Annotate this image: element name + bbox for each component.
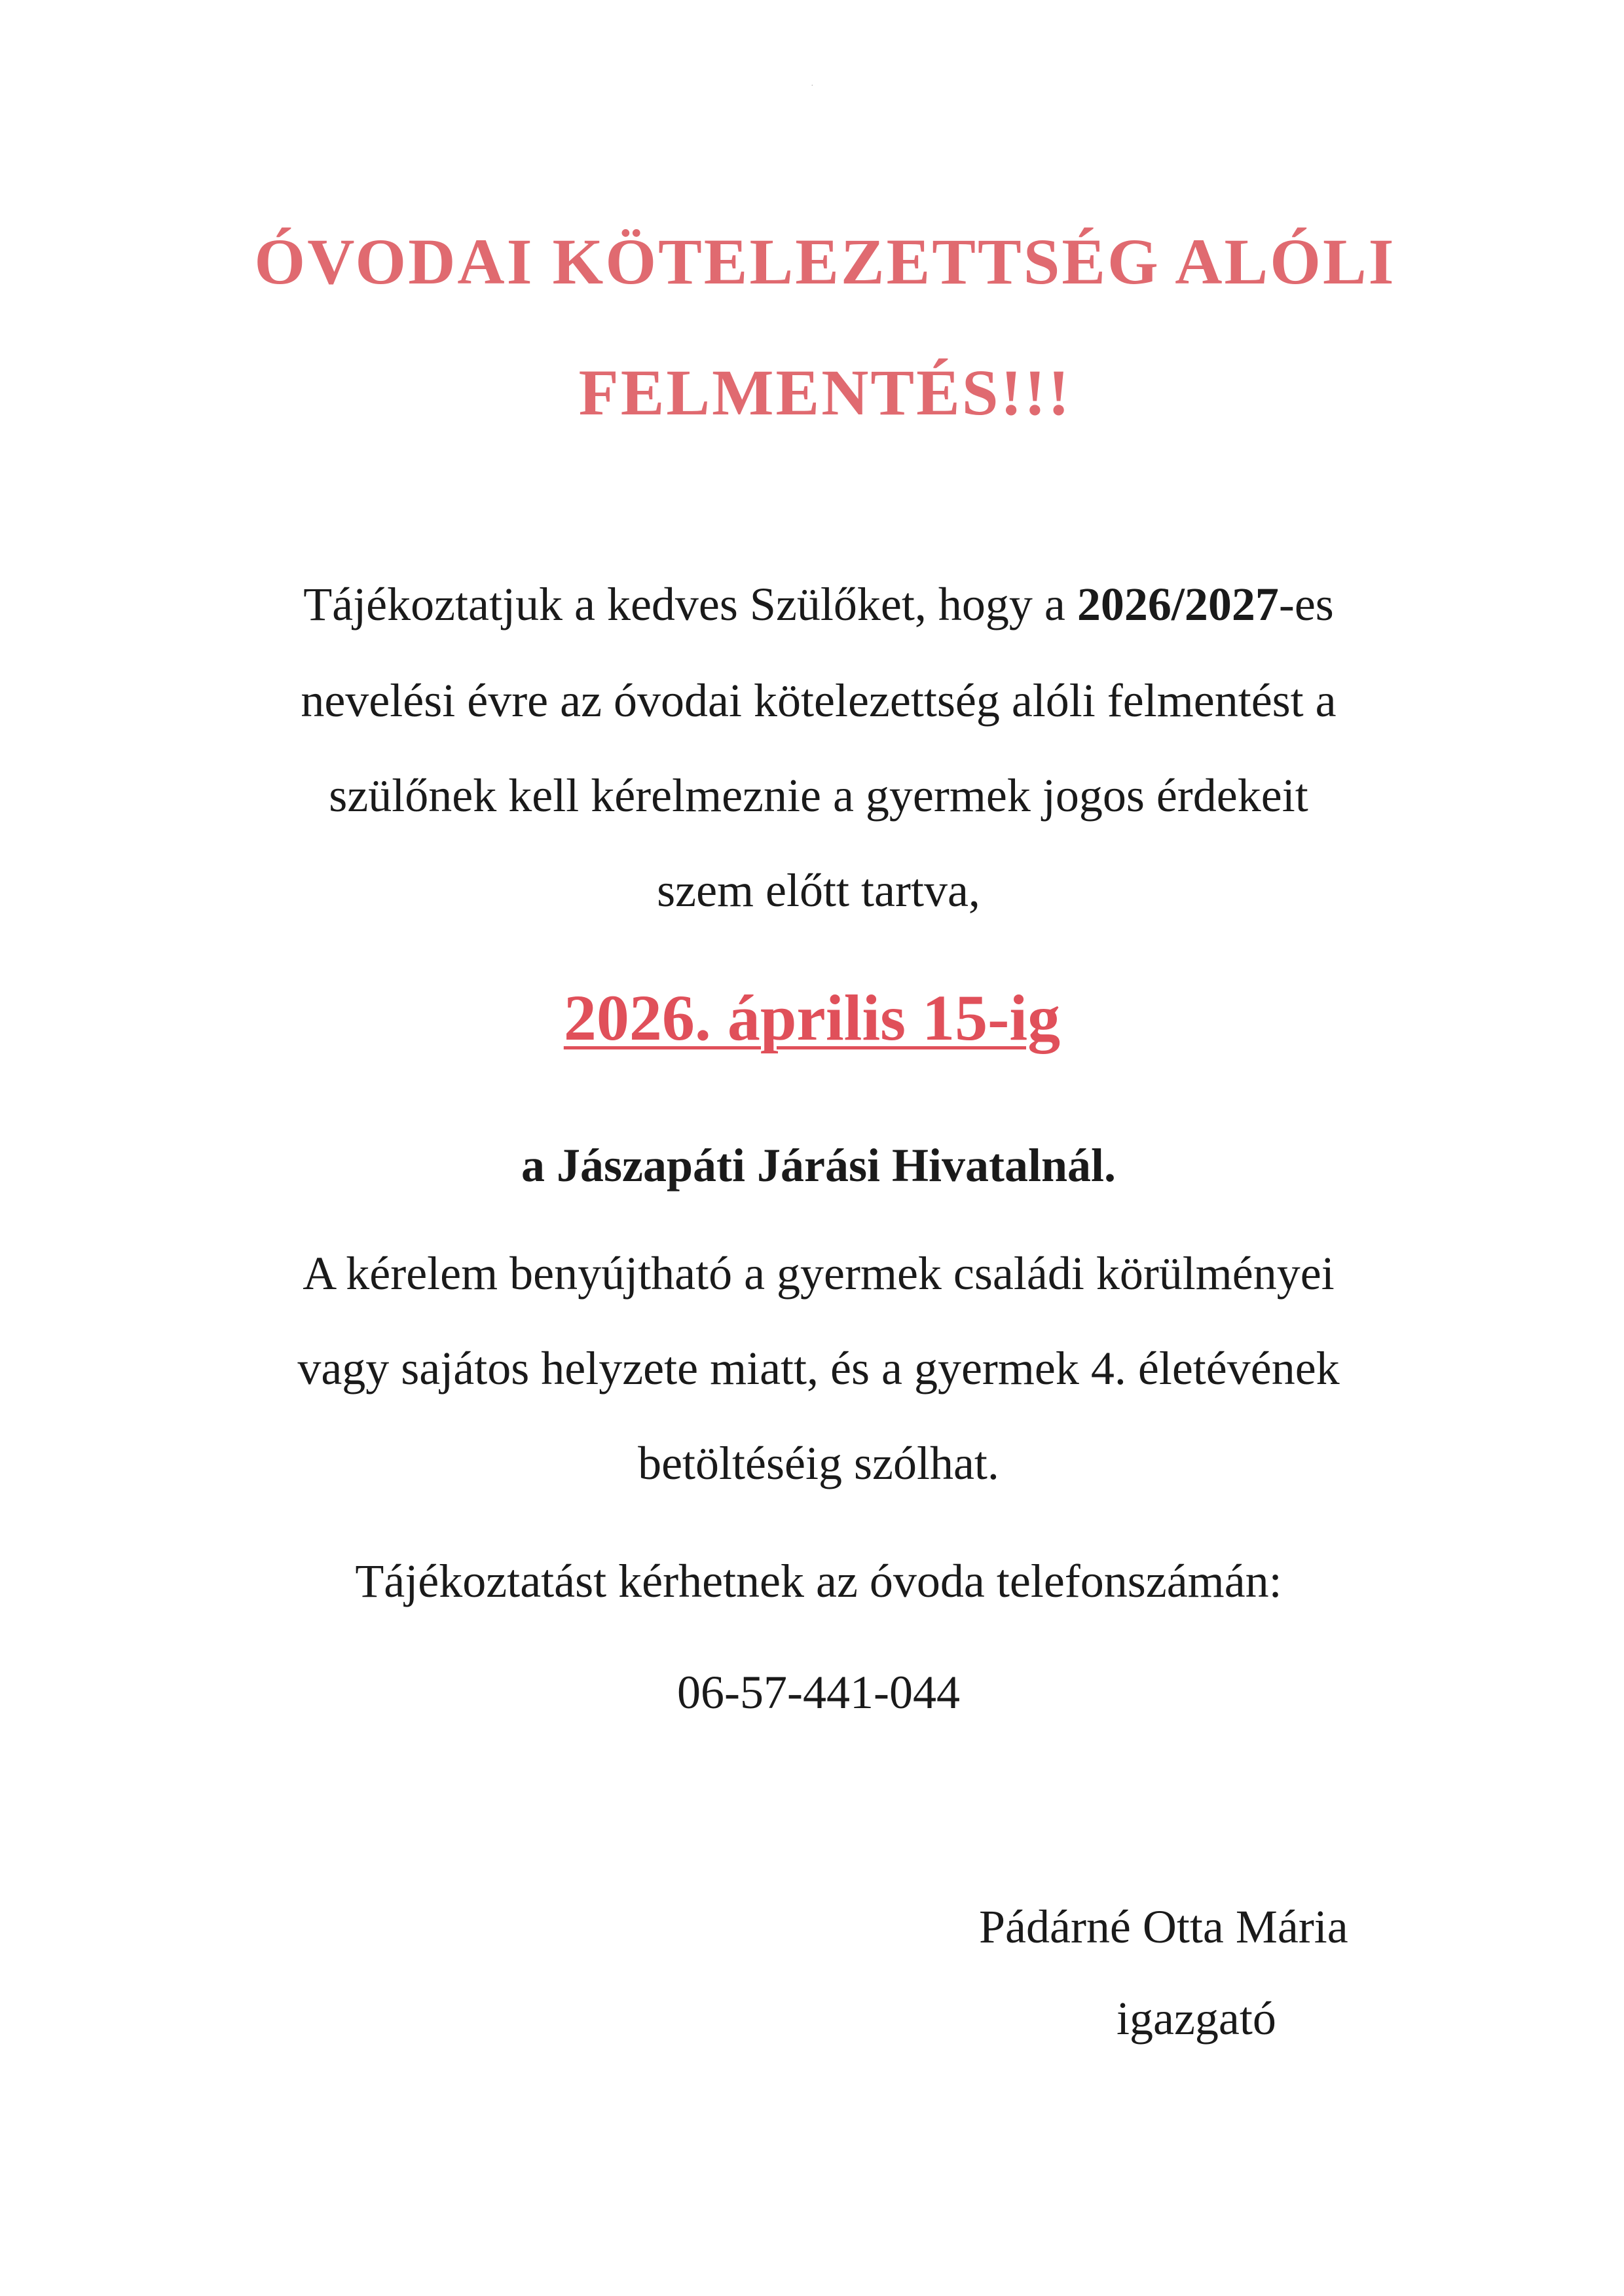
deadline-block (0, 979, 1624, 1076)
office-name: a Jászapáti Járási Hivatalnál. (521, 1139, 1116, 1192)
signature-title: igazgató (1116, 1992, 1276, 2045)
paragraph2-line3: betöltéséig szólhat. (638, 1437, 999, 1489)
phone-number: 06-57-441-044 (677, 1666, 960, 1719)
heading-line-2: FELMENTÉS!!! (578, 356, 1072, 429)
paragraph2-line2: vagy sajátos helyzete miatt, és a gyermek 4. életévének (297, 1342, 1340, 1394)
paragraph1-line1-pre: Tájékoztatjuk a kedves Szülőket, hogy a (303, 578, 1077, 630)
signature-name: Pádárné Otta Mária (979, 1901, 1348, 1953)
paragraph1-line2: nevelési évre az óvodai kötelezettség alóli felmentést a (301, 674, 1337, 727)
paragraph1-line3: szülőnek kell kérelmeznie a gyermek jogos érdekeit (329, 769, 1308, 822)
info-text: Tájékoztatást kérhetnek az óvoda telefonszámán: (355, 1555, 1282, 1607)
paragraph1-line1-post: -es (1278, 578, 1334, 630)
heading-line-1: ÓVODAI KÖTELEZETTSÉG ALÓLI (254, 225, 1396, 298)
paragraph1-line4: szem előtt tartva, (657, 864, 980, 917)
scan-artifact: · (811, 81, 814, 91)
paragraph2-line1: A kérelem benyújtható a gyermek családi körülményei (303, 1247, 1335, 1300)
deadline-date: 2026. április 15-ig (563, 981, 1061, 1054)
paragraph1-line1 (7, 575, 1624, 634)
school-year: 2026/2027 (1077, 578, 1279, 630)
